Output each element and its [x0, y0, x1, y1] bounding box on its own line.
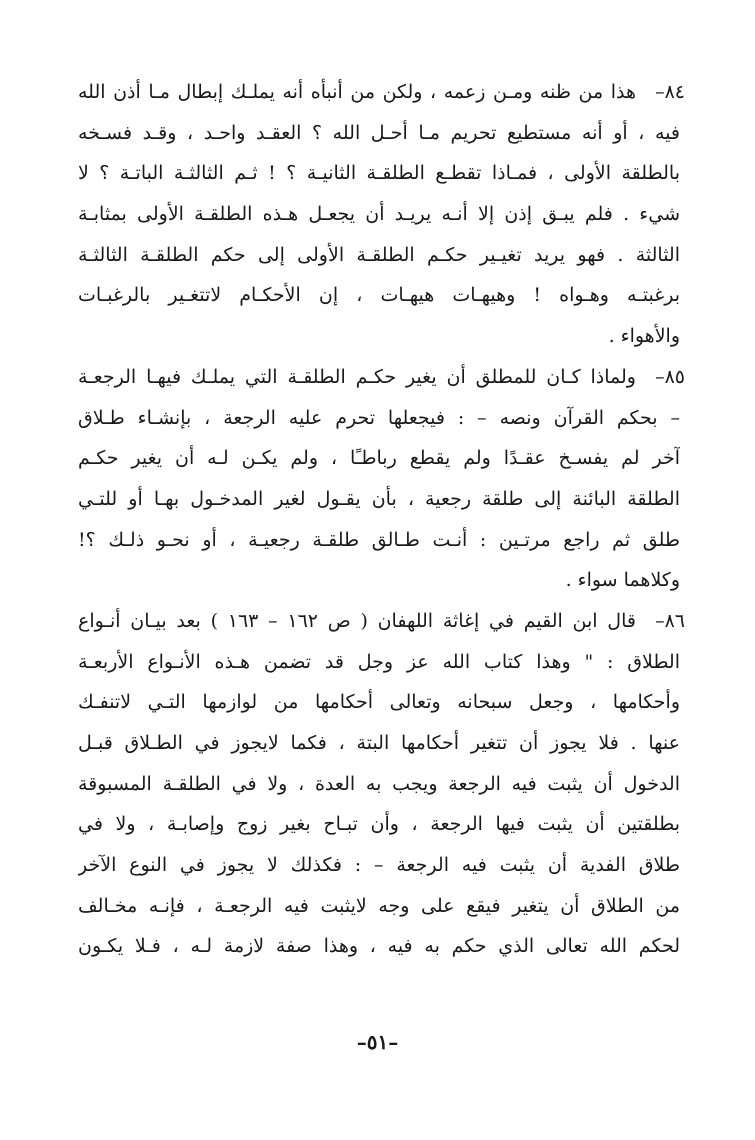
paragraph-number: ٨٤–	[655, 81, 685, 103]
text-line: ولماذا كـان للمطلق أن يغير حكـم الطلقـة التي يملـك فيهـا الرجعـة	[78, 365, 636, 388]
text-line: برغبتـه وهـواه ! وهيهـات هيهـات ، إن الأحكـام لاتتغـير بالرغبـات	[78, 284, 680, 307]
text-line: الطلاق : " وهذا كتاب الله عز وجل قد تضمن هـذه الأنـواع الأربعـة	[78, 650, 680, 673]
paragraph-86	[78, 601, 685, 967]
paragraph-84	[78, 72, 685, 357]
text-line: من الطلاق أن يتغير فيقع على وجه لايثبت فيه الرجعـة ، فإنـه مخـالف	[78, 894, 680, 917]
text-line: وكلاهما سواء .	[565, 569, 680, 592]
text-line: الطلقة البائنة إلى طلقة رجعية ، بأن يقـول لغير المدخـول بهـا أو للتـي	[78, 487, 680, 510]
text-line: الثالثة . فهو يريد تغيـير حكـم الطلقـة الأولى إلى حكم الطلقـة الثالثـة	[78, 243, 680, 266]
text-line: قال ابن القيم في إغاثة اللهفان ( ص ١٦٢ – ١٦٣ ) بعد بيـان أنـواع	[78, 609, 636, 632]
text-line: عنها . فلا يجوز أن تتغير أحكامها البتة ، فكما لايجوز في الطـلاق قبـل	[78, 732, 680, 754]
text-line: وأحكامها ، وجعل سبحانه وتعالى أحكامها من لوازمها التـي لاتنفـك	[78, 691, 680, 714]
text-line: بطلقتين أن يثبت فيها الرجعة ، وأن تبـاح بغير زوج وإصابـة ، ولا في	[78, 813, 680, 836]
page-body	[78, 72, 685, 967]
text-line: فيه ، أو أنه مستطيع تحريم مـا أحـل الله ؟ العقـد واحـد ، وقـد فسـخه	[78, 121, 680, 144]
page-number: –٥١–	[356, 1030, 399, 1054]
paragraph-number: ٨٥–	[655, 365, 685, 388]
text-line: – بحكم القرآن ونصه – : فيجعلها تحرم عليه الرجعة ، بإنشـاء طـلاق	[78, 406, 680, 429]
text-line: طلاق الفدية أن يثبت فيه الرجعة – : فكذلك لا يجوز في النوع الآخر	[78, 854, 680, 877]
text-line: بالطلقة الأولى ، فمـاذا تقطـع الطلقـة الثانيـة ؟ ! ثـم الثالثـة الباتـة ؟ لا	[78, 162, 680, 185]
text-line: والأهواء .	[608, 325, 680, 348]
paragraph-number: ٨٦–	[655, 609, 685, 632]
text-line: لحكم الله تعالى الذي حكم به فيه ، وهذا صفة لازمة لـه ، فـلا يكـون	[78, 935, 680, 958]
text-line: الدخول أن يثبت فيه الرجعة ويجب به العدة ، ولا في الطلقـة المسبوقة	[78, 772, 680, 795]
text-line: هذا من ظنه ومـن زعمه ، ولكن من أنبأه أنه يملـك إبطال مـا أذن الله	[78, 81, 636, 103]
paragraph-85	[78, 357, 685, 601]
text-line: آخر لم يفسـخ عقـدًا ولم يقطع رباطـًا ، ولم يكـن لـه أن يغير حكـم	[78, 447, 680, 470]
text-line: شيء . فلم يبـق إذن إلا أنـه يريـد أن يجعـل هـذه الطلقـة الأولى بمثابـة	[78, 203, 680, 226]
text-line: طلق ثم راجع مرتـين : أنـت طـالق طلقـة رجعيـة ، أو نحـو ذلـك ؟!	[78, 528, 680, 551]
